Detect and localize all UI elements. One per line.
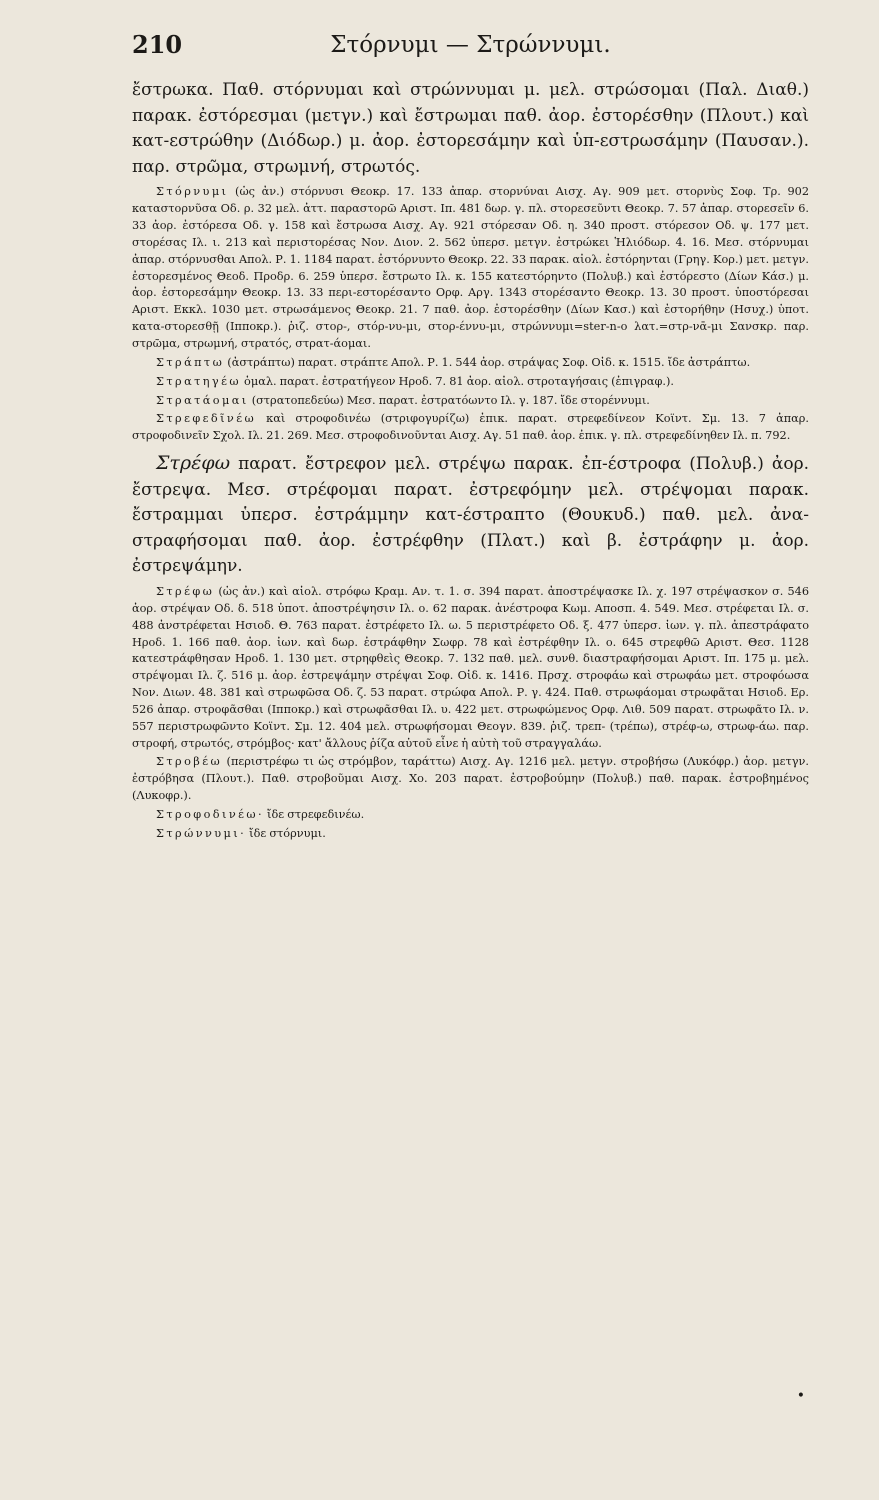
entry-stratao	[132, 393, 809, 410]
entry-stornymi	[132, 184, 809, 352]
entry-text: (ὡς ἀν.) στόρνυσι Θεοκρ. 17. 133 ἀπαρ. στορνύναι Αισχ. Αγ. 909 μετ. στορνὺς Σοφ. Τρ. 902 καταστορνῦσα Οδ. ρ. 32 μελ. ἀττ. παραστορῶ Αριστ. Ιπ. 481 δωρ. γ. πλ. στορεσεῦντι Θεοκρ. 7. 57 ἀπαρ. στορεσεῖν 6. 33 ἀορ. ἐστόρεσα Οδ. γ. 158 καὶ ἔστρωσα Αισχ. Αγ. 921 στόρεσαν Οδ. η. 340 προστ. στόρεσον Οδ. ψ. 177 μετ. στορέσας Ιλ. ι. 213 καὶ περιστορέσας Νον. Διον. 2. 562 ὑπερσ. μετγν. ἐστρώκει Ἡλιόδωρ. 4. 16. Μεσ. στόρνυμαι ἀπαρ. στόρνυσθαι Απολ. Ρ. 1. 1184 παρατ. ἐστόρνυντο Θεοκρ. 22. 33 παρακ. αἰολ. ἐστόρηνται (Γρηγ. Κορ.) μετ. μετγν. ἐστορεσμένος Θεοδ. Προδρ. 6. 259 ὑπερσ. ἔστρωτο Ιλ. κ. 155 κατεστόρηντο (Πολυβ.) καὶ ἐστόρεστο (Δίων Κάσ.) μ. ἀορ. ἐστορεσάμην Θεοκρ. 13. 33 περι-εστορέσαντο Ορφ. Αργ. 1343 στορέσαντο Θεοκρ. 13. 30 προστ. ὑποστόρεσαι Αριστ. Εκκλ. 1030 μετ. στρωσάμενος Θεοκρ. 21. 7 παθ. ἀορ. ἐστορέσθην (Δίων Κασ.) καὶ ἐστορήθην (Ησυχ.) ὑποτ. κατα-στορεσθῇ (Ιπποκρ.). ῥιζ. στορ-, στόρ-νυ-μι, στορ-έννυ-μι, στρώννυμι=ster-n-o λατ.=στρ-νᾱ-μι Σανσκρ. παρ. στρῶμα, στρωμνή, στρατός, στρατ-άομαι.	[132, 185, 810, 350]
entry-headword: Στρατηγέω	[156, 374, 241, 388]
page-number: 210	[132, 30, 183, 59]
entry-strefw	[132, 584, 809, 752]
entry-text: ἴδε στρεφεδινέω.	[267, 807, 365, 821]
running-head: Στόρνυμι — Στρώννυμι.	[330, 32, 611, 58]
page-header	[132, 24, 809, 74]
entry-text: (ὡς ἀν.) καὶ αἰολ. στρόφω Κραμ. Αν. τ. 1. σ. 394 παρατ. ἀποστρέψασκε Ιλ. χ. 197 στρέψασκον σ. 546 ἀορ. στρέψαν Οδ. δ. 518 ὑποτ. ἀποστρέψησιν Ιλ. ο. 62 παρακ. ἀνέστροφα Κωμ. Αποσπ. 4. 549. Μεσ. στρέφεται Ιλ. σ. 488 ἀνστρέφεται Ησιοδ. Θ. 763 παρατ. ἐστρέφετο Ιλ. ω. 5 περιστρέφετο Οδ. ξ. 477 ὑπερσ. ἰων. γ. πλ. ἀπεστράφατο Ηροδ. 1. 166 παθ. ἀορ. ἰων. καὶ δωρ. ἐστράφθην Σωφρ. 78 καὶ ἐστρέφθην Ιλ. ο. 645 στρεφθῶ Αριστ. Θεσ. 1128 κατεστράφθησαν Ηροδ. 1. 130 μετ. στρηφθεὶς Θεοκρ. 7. 132 παθ. μελ. συνθ. διαστραφήσομαι Αριστ. Ιπ. 175 μ. μελ. στρέψομαι Ιλ. ζ. 516 μ. ἀορ. ἐστρεψάμην στρέψαι Σοφ. Οἰδ. κ. 1416. Πρσχ. στροφάω καὶ στρωφάω μετ. στροφόωσα Νον. Διων. 48. 381 καὶ στρωφῶσα Οδ. ζ. 53 παρατ. στρώφα Απολ. Ρ. γ. 424. Παθ. στρωφάομαι στρωφᾶται Ησιοδ. Ερ. 526 ἀπαρ. στροφᾶσθαι (Ιπποκρ.) καὶ στρωφᾶσθαι Ιλ. υ. 422 μετ. στρωφώμενος Ορφ. Λιθ. 509 παρατ. στρωφᾶτο Ιλ. ν. 557 περιστρωφῶντο Κοϊντ. Σμ. 12. 404 μελ. στρωφήσομαι Θεογν. 839. ῥιζ. τρεπ- (τρέπω), στρέφ-ω, στρωφ-άω. παρ. στροφή, στρωτός, στρόμβος· κατ' ἄλλους ῥίζα αὐτοῦ εἶνε ἡ αὐτὴ τοῦ στραγγαλάω.	[132, 585, 810, 750]
entry-headword: Στροφοδινέω·	[156, 807, 264, 821]
entry-headword: Στροβέω	[156, 755, 223, 769]
entry-straptw	[132, 355, 809, 372]
entry-strwnnymi	[132, 826, 809, 843]
entry-headword: Στρέφω	[156, 452, 231, 475]
entry-text: ἴδε στόρνυμι.	[249, 826, 326, 840]
entry-headword: Στρέφω	[156, 585, 215, 598]
entry-text: καὶ στροφοδινέω (στριφογυρίζω) ἐπικ. παρατ. στρεφεδίνεον Κοϊντ. Σμ. 13. 7 ἀπαρ. στροφοδινεῖν Σχολ. Ιλ. 21. 269. Μεσ. στροφοδινοῦνται Αισχ. Αγ. 51 παθ. ἀορ. ἐπικ. γ. πλ. στρεφεδίνηθεν Ιλ. π. 792.	[132, 412, 809, 443]
entry-text: ὁμαλ. παρατ. ἐστρατήγεον Ηροδ. 7. 81 ἀορ. αἰολ. στροταγήσαις (ἐπιγραφ.).	[244, 374, 674, 388]
entry-headword: Στόρνυμι	[156, 185, 229, 199]
entry-text: (στρατοπεδεύω) Μεσ. παρατ. ἐστρατόωντο Ιλ. γ. 187. ἴδε στορέννυμι.	[251, 393, 650, 407]
entry-strobew	[132, 754, 809, 805]
entry-headword: Στρατάομαι	[156, 393, 249, 407]
entry-headword: Στρώννυμι·	[156, 826, 247, 840]
entry-headword: Στρεφεδῖνέω	[156, 412, 257, 426]
entry-headword: Στράπτω	[156, 355, 225, 369]
continuation-paragraph: ἔστρωκα. Παθ. στόρνυμαι καὶ στρώννυμαι μ. μελ. στρώσομαι (Παλ. Διαθ.) παρακ. ἐστόρεσμαι (μετγν.) καὶ ἔστρωμαι παθ. ἀορ. ἐστορέσθην (Πλουτ.) καὶ κατ-εστρώθην (Διόδωρ.) μ. ἀορ. ἐστορεσάμην καὶ ὑπ-εστρωσάμην (Παυσαν.). παρ. στρῶμα, στρωμνή, στρωτός.	[132, 80, 809, 177]
entry-strefw-main	[132, 451, 809, 580]
entry-strofodinew	[132, 807, 809, 824]
entry-strathgew	[132, 374, 809, 391]
entry-strefedinew	[132, 411, 809, 445]
page-body	[132, 78, 809, 843]
entry-text: παρατ. ἔστρεφον μελ. στρέψω παρακ. ἐπ-έστροφα (Πολυβ.) ἀορ. ἔστρεψα. Μεσ. στρέφομαι παρατ. ἐστρεφόμην μελ. στρέψομαι παρακ. ἔστραμμαι ὑπερσ. ἐστράμμην κατ-έστραπτο (Θουκυδ.) παθ. μελ. ἀνα-στραφήσομαι παθ. ἀορ. ἐστρέφθην (Πλατ.) καὶ β. ἐστράφην μ. ἀορ. ἐστρεψάμην.	[132, 454, 809, 577]
entry-text: (περιστρέφω τι ὡς στρόμβον, ταράττω) Αισχ. Αγ. 1216 μελ. μετγν. στροβήσω (Λυκόφρ.) ἀορ. μετγν. ἐστρόβησα (Πλουτ.). Παθ. στροβοῦμαι Αισχ. Χο. 203 παρατ. ἐστροβούμην (Πολυβ.) παθ. παρακ. ἐστροβημένος (Λυκοφρ.).	[132, 755, 809, 803]
entry-text: (ἀστράπτω) παρατ. στράπτε Απολ. Ρ. 1. 544 ἀορ. στράψας Σοφ. Οἰδ. κ. 1515. ἴδε ἀστράπτω.	[227, 355, 751, 369]
footer-mark: •	[796, 1388, 805, 1404]
